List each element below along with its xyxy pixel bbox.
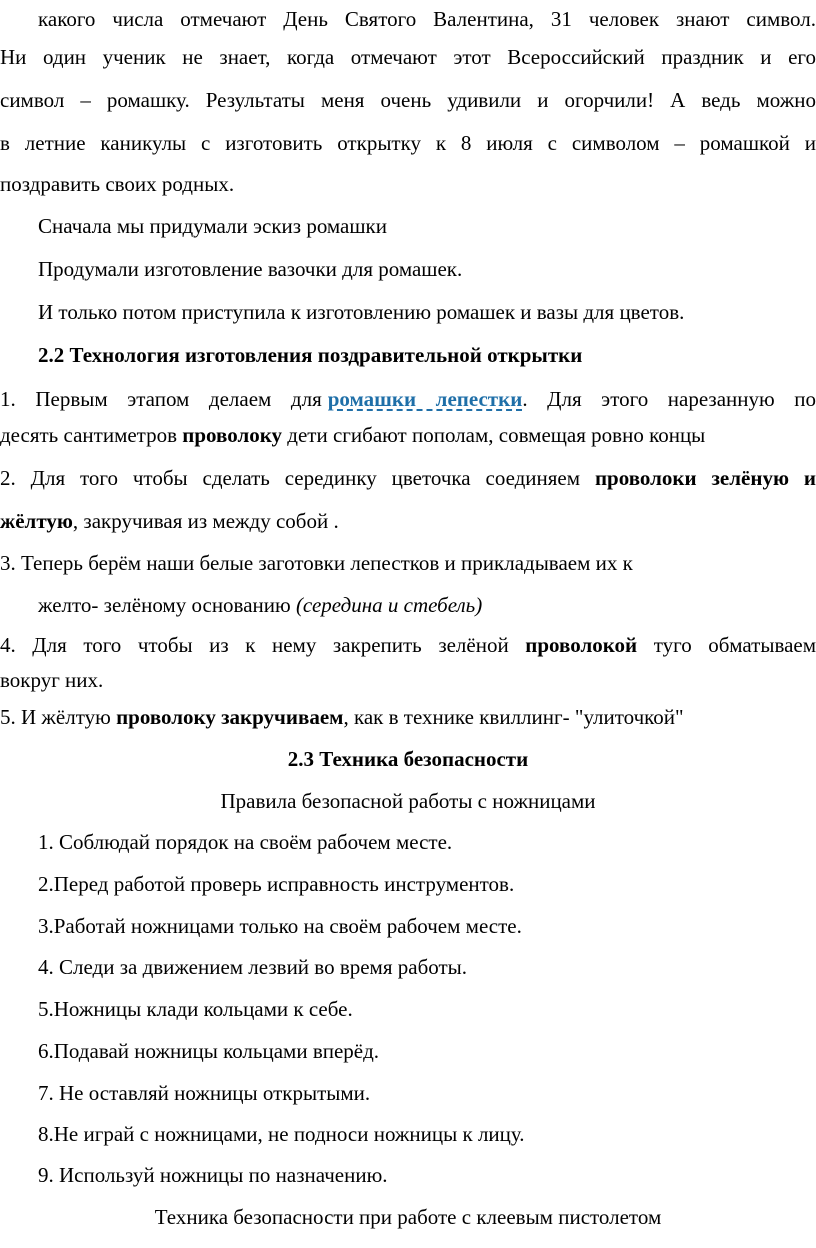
step2-bold-wires: проволоки зелёную и [594,466,816,490]
step4-line-2: вокруг них. [0,668,104,692]
rule-item: 7. Не оставляй ножницы открытыми. [38,1081,371,1105]
section-heading-2-2-text: 2.2 Технология изготовления поздравительной открытки [38,343,583,367]
step-intro-3: И только потом приступила к изготовлению ромашек и вазы для цветов. [38,300,685,324]
intro-line-2: Ни один ученик не знает, когда отмечают этот Всероссийский праздник и его [0,45,816,69]
step4-bold-wire: проволокой [525,633,638,657]
step1-text-c: десять сантиметров [0,423,178,447]
section-heading-2-2 [0,334,816,376]
step3-italic: (середина и стебель) [295,593,483,617]
step3-line-1: 3. Теперь берём наши белые заготовки лепестков и прикладываем их к [0,551,633,575]
intro-line-1: какого числа отмечают День Святого Валентина, 31 человек знают символ. [38,7,816,31]
step2-line-1 [0,457,816,499]
intro-line-4: в летние каникулы с изготовить открытку к 8 июля с символом – ромашкой и [0,131,816,155]
rule-item: 9. Используй ножницы по назначению. [38,1163,388,1187]
rule-item: 2.Перед работой проверь исправность инструментов. [38,872,515,896]
rule-item: 8.Не играй с ножницами, не подноси ножницы к лицу. [38,1122,525,1146]
rule-item: 5.Ножницы клади кольцами к себе. [38,997,353,1021]
intro-line-3: символ – ромашку. Результаты меня очень удивили и огорчили! А ведь можно [0,88,816,112]
step1-line-2 [0,414,816,456]
scissors-rules-heading: Правила безопасной работы с ножницами [220,789,596,813]
step1-bold-wire: проволоку [182,423,283,447]
step4-text-a: 4. Для того чтобы из к нему закрепить зелёной [0,633,509,657]
rule-item: 3.Работай ножницами только на своём рабочем месте. [38,914,522,938]
rule-item: 4. Следи за движением лезвий во время работы. [38,955,468,979]
step4-text-b: туго обматываем [653,633,816,657]
step5-bold: проволоку закручиваем [116,705,344,729]
petals-link[interactable]: ромашки лепестки [327,387,523,411]
step2-text-a: 2. Для того чтобы сделать серединку цветочка соединяем [0,466,581,490]
step2-line-2 [0,500,816,542]
section-heading-2-3 [0,738,816,780]
step3-text-b: желто- зелёному основанию [38,593,291,617]
rule-item: 1. Соблюдай порядок на своём рабочем месте. [38,830,453,854]
step1-text-d: дети сгибают пополам, совмещая ровно концы [287,423,706,447]
step-intro-1: Сначала мы придумали эскиз ромашки [38,214,387,238]
step3-line-2 [0,584,816,626]
intro-line-5: поздравить своих родных. [0,172,235,196]
step5-line-1 [0,696,816,738]
step2-text-b: , закручивая из между собой . [72,509,339,533]
section-heading-2-3-text: 2.3 Техника безопасности [287,747,529,771]
step1-text-a: 1. Первым этапом делаем для [0,387,322,411]
step5-text-a: 5. И жёлтую [0,705,111,729]
rule-item: 6.Подавай ножницы кольцами вперёд. [38,1039,380,1063]
step-intro-2: Продумали изготовление вазочки для ромашек. [38,257,463,281]
step5-text-b: , как в технике квиллинг- "улиточкой" [343,705,684,729]
step2-bold-yellow: жёлтую [0,509,73,533]
glue-gun-safety-heading: Техника безопасности при работе с клеевым пистолетом [154,1205,662,1229]
step1-text-b: . Для этого нарезанную по [522,387,816,411]
